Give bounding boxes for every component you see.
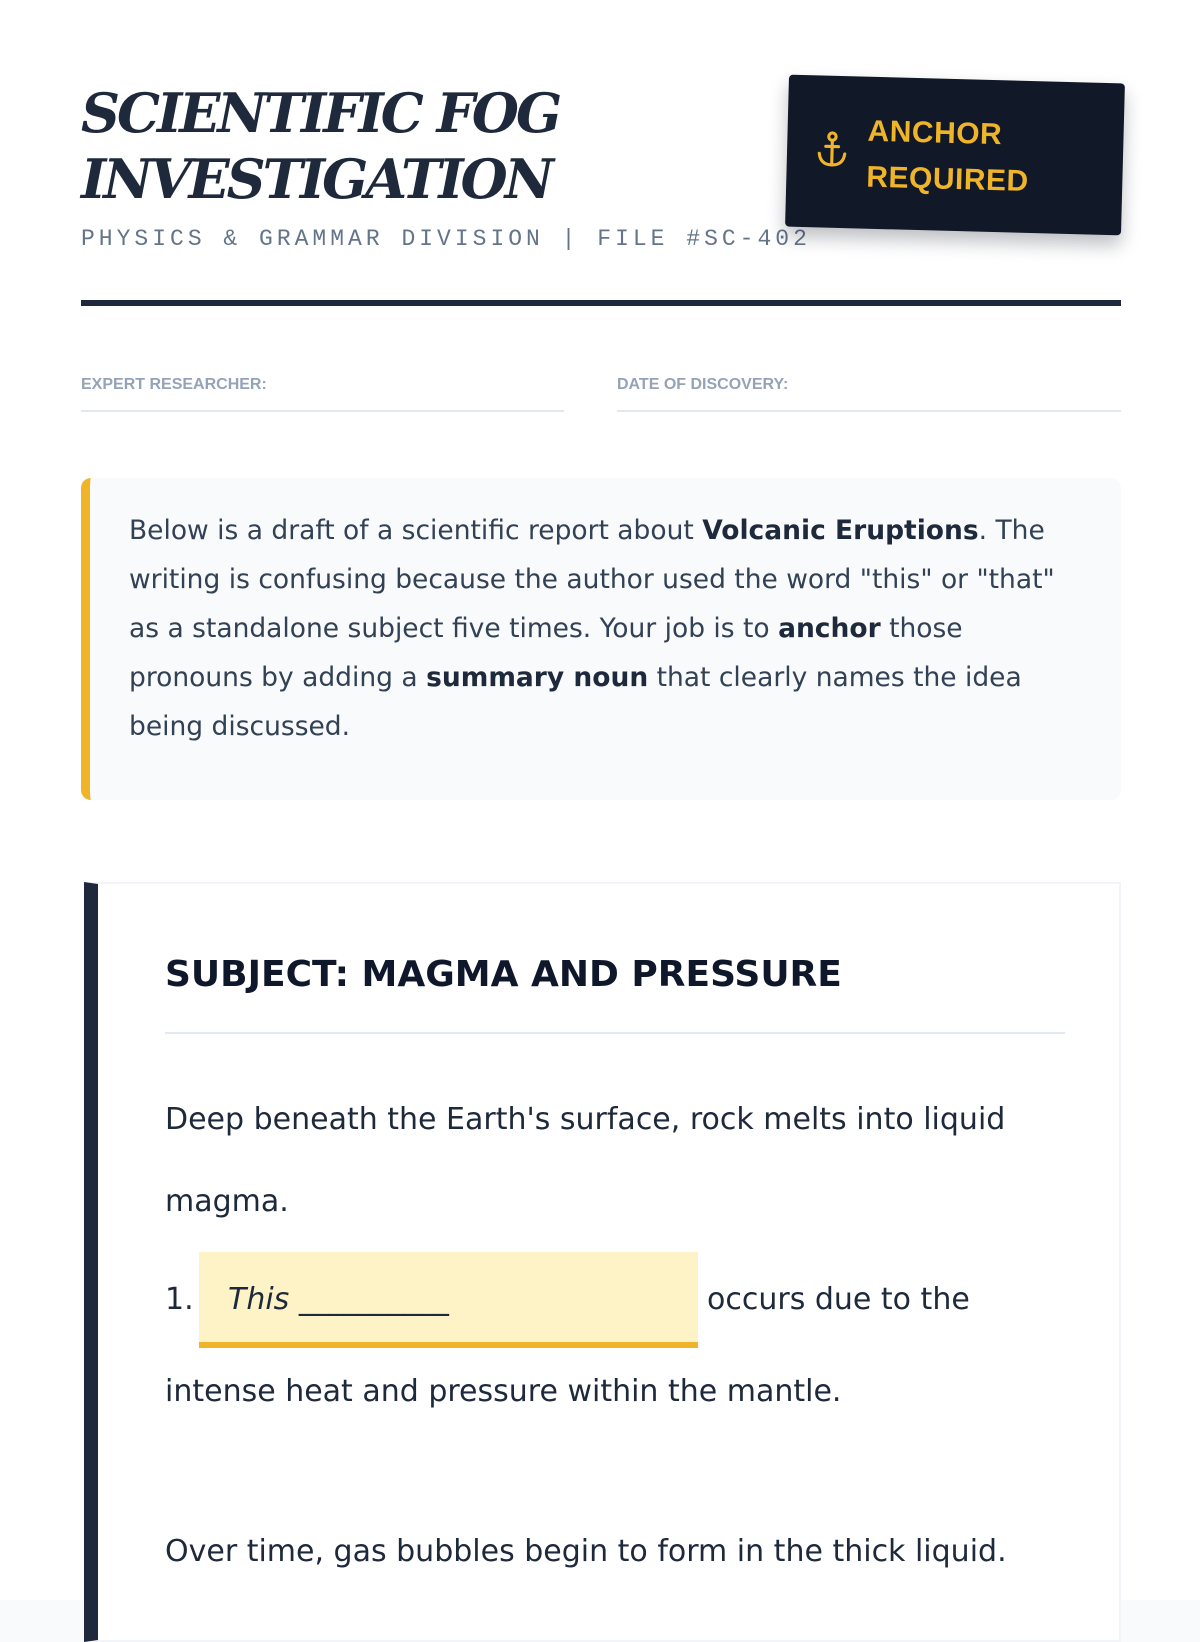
report-line: intense heat and pressure within the mantle. [165,1374,841,1409]
report-line: Deep beneath the Earth's surface, rock melts into liquid [165,1102,1005,1137]
report-divider [165,1032,1065,1034]
header-divider [81,300,1121,306]
report-card [84,882,1121,1642]
badge-label [866,109,1031,205]
summary-noun-blank[interactable]: This __________ [199,1252,698,1348]
title-line-1: SCIENTIFIC FOG [81,81,559,145]
page-subtitle: PHYSICS & GRAMMAR DIVISION | FILE #SC-402 [81,226,1121,252]
report-title: SUBJECT: MAGMA AND PRESSURE [165,954,842,995]
instructions-part: those pronouns by adding a [129,613,963,693]
researcher-field[interactable] [81,376,564,412]
date-field[interactable] [617,376,1121,412]
report-line: occurs due to the [707,1282,970,1317]
instructions-emphasis: anchor [778,613,881,644]
date-label: DATE OF DISCOVERY: [617,376,788,393]
instructions-part: that clearly names the idea being discussed. [129,662,1022,742]
instructions-part: . The writing is confusing because the author used the word "this" or "that" as a standalone subject five times. Your job is to [129,515,1055,644]
badge-line-1: ANCHOR [867,115,1002,152]
anchor-icon [815,130,850,171]
instructions-emphasis: summary noun [426,662,648,693]
anchor-required-badge [785,75,1125,236]
badge-line-2: REQUIRED [866,161,1029,198]
instructions-part: Below is a draft of a scientific report about [129,515,702,546]
instructions-emphasis: Volcanic Eruptions [702,515,978,546]
instructions-text [129,506,1081,751]
report-line: magma. [165,1184,289,1219]
researcher-label: EXPERT RESEARCHER: [81,376,267,393]
report-line: Over time, gas bubbles begin to form in the thick liquid. [165,1534,1007,1569]
title-line-2: INVESTIGATION [81,147,551,211]
item-number: 1. [165,1282,194,1317]
instructions-box [81,478,1121,800]
